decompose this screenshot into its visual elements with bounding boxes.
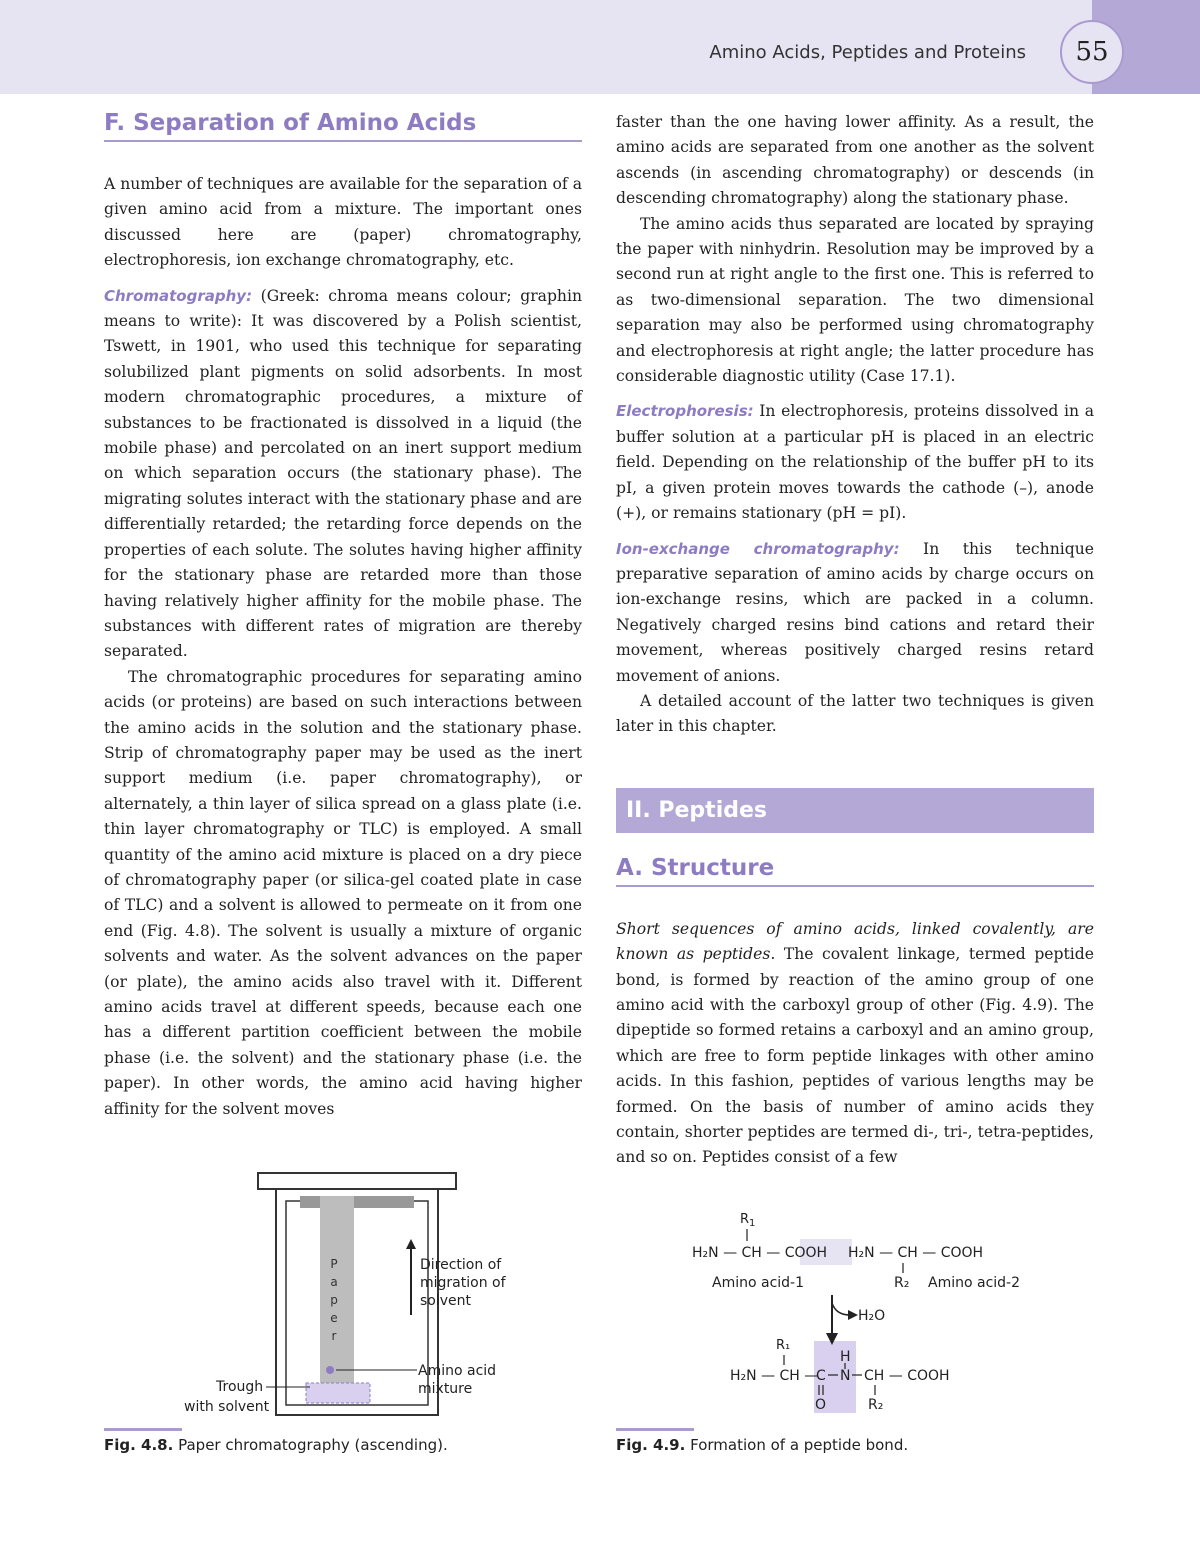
peptide-right: CH — COOH xyxy=(864,1368,950,1384)
r2-label: R₂ xyxy=(894,1275,910,1291)
paragraph: The amino acids thus separated are located by spraying the paper with ninhydrin. Resolution may be improved by a second run at right angle to the first one. This is referred to as two-dimensional separation. The two dimensional separation may also be performed using chromatography and electrophoresis at right angle; the latter procedure has considerable diagnostic utility (Case 17.1). xyxy=(616,214,1094,386)
figure-caption xyxy=(616,1436,908,1454)
left-column xyxy=(104,110,582,1122)
amide-h-label: H xyxy=(840,1349,851,1365)
running-title: Amino Acids, Peptides and Proteins xyxy=(709,42,1026,63)
paragraph xyxy=(616,917,1094,1171)
paragraph-text: In electrophoresis, proteins dissolved in a buffer solution at a particular pH is placed in an electric field. Depending on the relationship of the buffer pH to its pI, a given protein moves towards the cathode (–), anode (+), or remains stationary (pH = pI). xyxy=(616,402,1094,523)
paper-letter: a xyxy=(330,1275,338,1289)
water-label: H₂O xyxy=(858,1308,886,1324)
term-ion-exchange: Ion-exchange chromatography: xyxy=(616,539,900,558)
water-release-arrow xyxy=(832,1303,850,1315)
figure-caption xyxy=(104,1436,448,1454)
paragraph: The chromatographic procedures for separating amino acids (or proteins) are based on such interactions between the amino acids in the solution and the stationary phase. Strip of chromatography paper may be used as the inert support medium (i.e. paper chromatography), or alternately, a thin layer of silica spread on a glass plate (i.e. thin layer chromatography or TLC) is employed. A small quantity of the amino acid mixture is placed on a dry piece of chromatography paper (or silica-gel coated plate in case of TLC) and a solvent is allowed to permeate on it from one end (Fig. 4.8). The solvent is usually a mixture of organic solvents and water. As the solvent advances on the paper (or plate), the amino acids also travel with it. Different amino acids travel at different speeds, because each one has a different partition coefficient between the mobile phase (i.e. the solvent) and the stationary phase (i.e. the paper). In other words, the amino acid having higher affinity for the solvent moves xyxy=(104,667,582,1118)
r1-bottom-label: R₁ xyxy=(776,1338,791,1353)
paper-clip xyxy=(300,1196,414,1208)
trough xyxy=(306,1383,370,1403)
right-column xyxy=(616,110,1094,1171)
direction-label: Direction of xyxy=(420,1257,502,1273)
trough-label: Trough xyxy=(216,1379,264,1395)
caption-text: Paper chromatography (ascending). xyxy=(178,1436,448,1454)
sample-spot xyxy=(326,1366,334,1374)
jar-inner xyxy=(286,1201,428,1405)
arrow-head-icon xyxy=(848,1310,858,1320)
peptide-nitrogen: N xyxy=(840,1368,851,1384)
amino-acid-1-label: Amino acid-1 xyxy=(712,1275,805,1291)
paragraph-text: (Greek: chroma means colour; graphin means to write): It was discovered by a Polish scientist, Tswett, in 1901, who used this technique for separating solubilized plant pigments on solid adsorbents. In most modern chromatographic procedures, a mixture of substances to be fractionated is dissolved in a liquid (the mobile phase) and percolated on an inert support medium on which separation occurs (the stationary phase). The migrating solutes interact with the stationary phase and are differentially retarded; the retarding force depends on the properties of each solute. The solutes having higher affinity for the stationary phase are retarded more than those having relatively higher affinity for the mobile phase. The substances with different rates of migration are thereby separated. xyxy=(104,286,583,661)
amino-acid-2-label: Amino acid-2 xyxy=(928,1275,1021,1291)
peptide-left: H₂N — CH — xyxy=(730,1368,819,1384)
amino-acid-1-formula: H₂N — CH — COOH xyxy=(692,1245,828,1261)
peptide-carbon: C xyxy=(816,1368,826,1384)
section-band: II. Peptides xyxy=(616,788,1094,833)
direction-label: solvent xyxy=(420,1293,472,1309)
paragraph: A detailed account of the latter two techniques is given later in this chapter. xyxy=(616,691,1094,736)
paper-chromatography-figure xyxy=(170,1165,550,1425)
peptide-bond-figure xyxy=(686,1205,1026,1417)
definition-italic: Short sequences of amino acids, linked covalently, are known as peptides. xyxy=(616,919,1094,964)
paper-letter: p xyxy=(330,1293,338,1307)
caption-rule xyxy=(616,1428,694,1431)
page-number: 55 xyxy=(1060,20,1124,84)
mixture-label: Amino acid xyxy=(418,1363,497,1379)
r1-label: $R_1$ xyxy=(740,1212,756,1229)
caption-text: Formation of a peptide bond. xyxy=(690,1436,909,1454)
paper-letter: r xyxy=(331,1329,337,1343)
subsection-heading: A. Structure xyxy=(616,855,1094,887)
paragraph-text: The covalent linkage, termed peptide bond, is formed by reaction of the amino group of one amino acid with the carboxyl group of other (Fig. 4.9). The dipeptide so formed retains a carboxyl and an amino group, which are free to form peptide linkages with other amino acids. In this fashion, peptides of various lengths may be formed. On the basis of number of amino acids they contain, shorter peptides are termed di-, tri-, tetra-peptides, and so on. Peptides consist of a few xyxy=(616,945,1094,1167)
term-electrophoresis: Electrophoresis: xyxy=(616,402,754,421)
jar-lid xyxy=(258,1173,456,1189)
caption-number: Fig. 4.9. xyxy=(616,1436,686,1454)
r2-bottom-label: R₂ xyxy=(868,1397,884,1413)
caption-rule xyxy=(104,1428,182,1431)
paragraph xyxy=(616,537,1094,689)
amino-acid-2-formula: H₂N — CH — COOH xyxy=(848,1245,984,1261)
direction-label: migration of xyxy=(420,1275,506,1291)
term-chromatography: Chromatography: xyxy=(104,286,253,305)
paragraph-text: In this technique preparative separation of amino acids by charge occurs on ion-exchange resins, which are packed in a column. Negatively charged resins bind cations and retard their movement, whereas positively charged resins retard movement of anions. xyxy=(616,539,1094,685)
mixture-label: mixture xyxy=(418,1381,473,1397)
paragraph: faster than the one having lower affinity. As a result, the amino acids are separated from one another as the solvent ascends (in ascending chromatography) or descends (in descending chromatography) along the stationary phase. xyxy=(616,113,1094,208)
paragraph xyxy=(104,284,582,665)
trough-label: with solvent xyxy=(184,1399,270,1415)
carbonyl-o-label: O xyxy=(815,1397,827,1413)
paper-letter: P xyxy=(330,1257,338,1271)
caption-number: Fig. 4.8. xyxy=(104,1436,174,1454)
paper-letter: e xyxy=(330,1311,338,1325)
section-heading: F. Separation of Amino Acids xyxy=(104,110,582,142)
paragraph xyxy=(616,399,1094,526)
paragraph: A number of techniques are available for the separation of a given amino acid from a mixture. The important ones discussed here are (paper) chromatography, electrophoresis, ion exchange chromatography, etc. xyxy=(104,175,582,270)
